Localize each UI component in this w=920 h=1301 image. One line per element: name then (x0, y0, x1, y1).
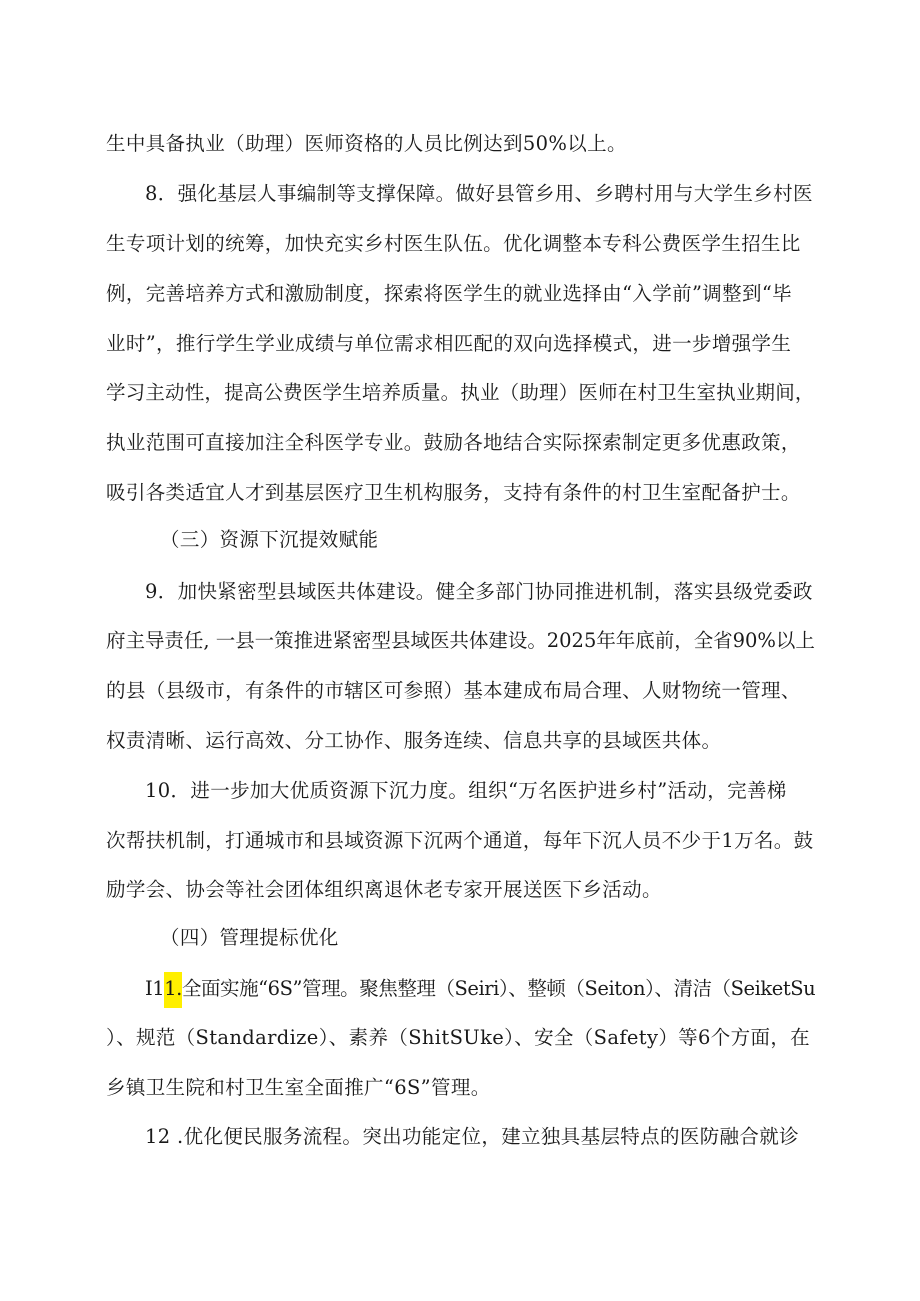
item-9-line-3: 的县（县级市，有条件的市辖区可参照）基本建成布局合理、人财物统一管理、 (106, 679, 801, 702)
item-8-line-3: 例，完善培养方式和激励制度，探索将医学生的就业选择由“入学前”调整到“毕 (106, 282, 793, 305)
item-11-line-1 (145, 976, 815, 1002)
section-heading-4: （四）管理提标优化 (160, 926, 339, 949)
item-11-line-3: 乡镇卫生院和村卫生室全面推广“6S”管理。 (106, 1076, 491, 1099)
highlighted-number: 1. (164, 972, 182, 1008)
item-8-line-7: 吸引各类适宜人才到基层医疗卫生机构服务，支持有条件的村卫生室配备护士。 (106, 481, 801, 504)
item-8-line-4: 业时”，推行学生学业成绩与单位需求相匹配的双向选择模式，进一步增强学生 (106, 332, 792, 355)
section-heading-3: （三）资源下沉提效赋能 (160, 528, 379, 551)
item-9-line-1: 9．加快紧密型县域医共体建设。健全多部门协同推进机制，落实县级党委政 (145, 580, 813, 603)
item-10-line-3: 励学会、协会等社会团体组织离退休老专家开展送医下乡活动。 (106, 878, 662, 901)
item-10-line-2: 次帮扶机制，打通城市和县域资源下沉两个通道，每年下沉人员不少于1万名。鼓 (106, 829, 814, 852)
item-9-line-2: 府主导责任, 一县一策推进紧密型县域医共体建设。2025年年底前，全省90%以上 (106, 629, 815, 652)
text-line-1: 生中具备执业（助理）医师资格的人员比例达到50%以上。 (106, 132, 627, 155)
item-8-line-2: 生专项计划的统筹，加快充实乡村医生队伍。优化调整本专科公费医学生招生比 (106, 232, 801, 255)
item-12-line-1: 12 .优化便民服务流程。突出功能定位，建立独具基层特点的医防融合就诊 (145, 1125, 799, 1148)
item-11-line-2: ）、规范（Standardize）、素养（ShitSUke）、安全（Safety）等6个方面，在 (106, 1026, 811, 1049)
item-9-line-4: 权责清晰、运行高效、分工协作、服务连续、信息共享的县域医共体。 (106, 729, 722, 752)
item-8-line-5: 学习主动性，提高公费医学生培养质量。执业（助理）医师在村卫生室执业期间， (106, 381, 815, 404)
item-10-line-1: 10．进一步加大优质资源下沉力度。组织“万名医护进乡村”活动，完善梯 (145, 779, 787, 802)
item-8-line-1: 8．强化基层人事编制等支撑保障。做好县管乡用、乡聘村用与大学生乡村医 (145, 182, 813, 205)
item-11-prefix: I1 (145, 977, 165, 1000)
item-8-line-6: 执业范围可直接加注全科医学专业。鼓励各地结合实际探索制定更多优惠政策， (106, 431, 801, 454)
item-11-text: 全面实施“6S”管理。聚焦整理（Seiri）、整顿（Seiton）、清洁（SeiketSu (181, 977, 816, 1000)
